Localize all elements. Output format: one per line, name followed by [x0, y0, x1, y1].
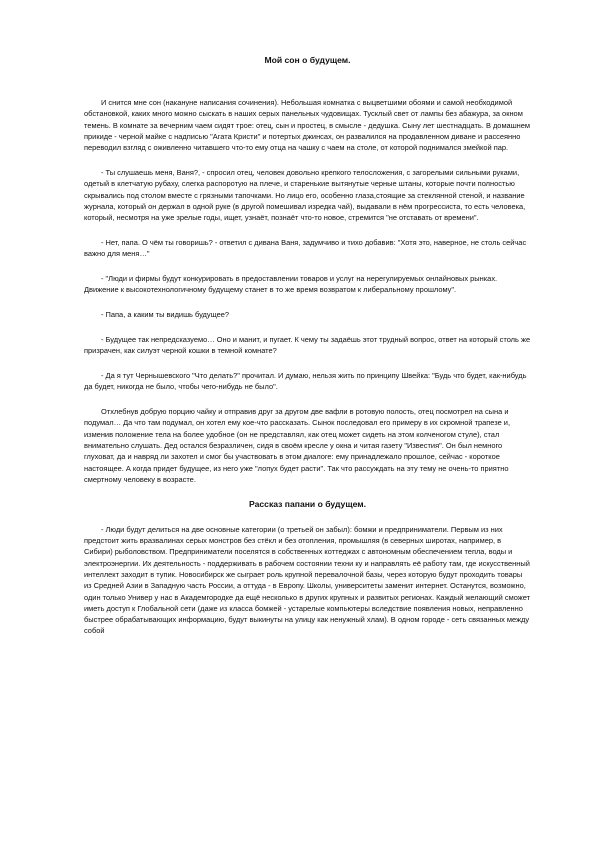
paragraph: - Ты слушаешь меня, Ваня?, - спросил отец, человек довольно крепкого телосложения, с загорелыми сильными руками, одетый в клетчатую рубаху, слегка распоротую на плече, и старенькие вытянутые черные штаны, которые почти полностью скрывались под столом вместе с грязными тапочками. Но лицо его, особенно глаза,стоящие за стеклянной стеной, и название журнала, который он держал в одной руке (в другой помешивал изредка чай), выдавали в нём прогрессиста, то есть человека, который, несмотря на уже зрелые годы, ищет, узнаёт, познаёт что-то новое, стремится "не отставать от времени".	[84, 167, 526, 223]
paragraph: - Люди будут делиться на две основные категории (о третьей он забыл): бомжи и предприниматели. Первым из них предстоит жить вразвалинах серых монстров без стёкл и без отопления, промышляя (в северных широтах, например, в Сибири) рыболовством. Предприниматели поселятся в собственных коттеджах с автономным обеспечением тепла, воды и электроэнергии. Их деятельность - поддерживать в рабочем состоянии техни ку и направлять её работу там, где искусственный интеллект заходит в тупик. Новосибирск же сыграет роль крупной перевалочной базы, через которую будут проходить товары из Средней Азии в Западную часть России, а оттуда - в Европу. Школы, университеты заменит интернет. Останутся, возможно, один только Универ у нас в Академгородке да ещё несколько в других крупных и развитых регионах. Каждый желающий сможет иметь доступ к Глобальной сети (даже из класса бомжей - устарелые компьютеры вследствие появления новых, неправленно быстрее обрабатывающих информацию, будут выкинуты на улицу как ненужный хлам). В одном городе - сеть связанных между собой	[84, 524, 531, 636]
paragraph: - Будущее так непредсказуемо… Оно и манит, и пугает. К чему ты задаёшь этот трудный вопрос, ответ на который столь же призрачен, как силуэт черной кошки в темной комнате?	[84, 334, 531, 356]
document-page	[84, 55, 531, 650]
paragraph: - "Люди и фирмы будут конкурировать в предоставлении товаров и услуг на нерегулируемых онлайновых рынках. Движение к высокотехнологичному будущему станет в то же время возвратом к либеральному прошлому".	[84, 274, 498, 295]
paragraph: И снится мне сон (накануне написания сочинения). Небольшая комнатка с выцветшими обоями и самой необходимой обстановкой, каких много можно сыскать в наших серых панельных чудовищах. Тусклый свет от лампы без абажура, за окном темень. В комнате за вечерним чаем сидят трое: отец, сын и простец, в смысле - дедушка. Сыну лет шестнадцать. В домашнем прикиде - черной майке с надписью "Агата Кристи" и потертых джинсах, он развалился на продавленном диване и рассеянно переводил взгляд с оживленно читавшего что-то ему отца на чашку с чаем на столе, от которой поднимался змейкой пар.	[84, 98, 531, 153]
section-subtitle: Рассказ папани о будущем.	[248, 498, 366, 509]
document-title: Мой сон о будущем.	[264, 55, 351, 65]
paragraph: - Папа, а каким ты видишь будущее?	[101, 310, 230, 320]
paragraph: - Да я тут Чернышевского "Что делать?" прочитал. И думаю, нельзя жить по принципу Швейка: "Будь что будет, как-нибудь да будет, никогда не было, чтобы чего-нибудь не было".	[84, 371, 527, 392]
paragraph: Отхлебнув добрую порцию чайку и отправив друг за другом две вафли в ротовую полость, отец посмотрел на сына и подумал… Да что там подумал, он хотел ему кое-что рассказать. Сынок последовал его примеру в их скромной трапезе и, изменив положение тела на более удобное (он не представлял, как отец может сидеть на этом колченогом стуле), стал внимательно слушать. Дед остался безразличен, сидя в своём кресле у окна и читая газету "Известия". Он был немного глуховат, да и навряд ли захотел и смог бы участвовать в этом диалоге: ему принадлежало прошлое, сейчас - короткое настоящее. А когда придет будущее, из него уже "лопух будет расти". Так что рассуждать на эту тему не очень-то приятно смертному человеку в возрасте.	[84, 407, 511, 484]
paragraph: - Нет, папа. О чём ты говоришь? - ответил с дивана Ваня, задумчиво и тихо добавив: "Хотя это, наверное, не столь сейчас важно для меня…"	[84, 237, 527, 259]
